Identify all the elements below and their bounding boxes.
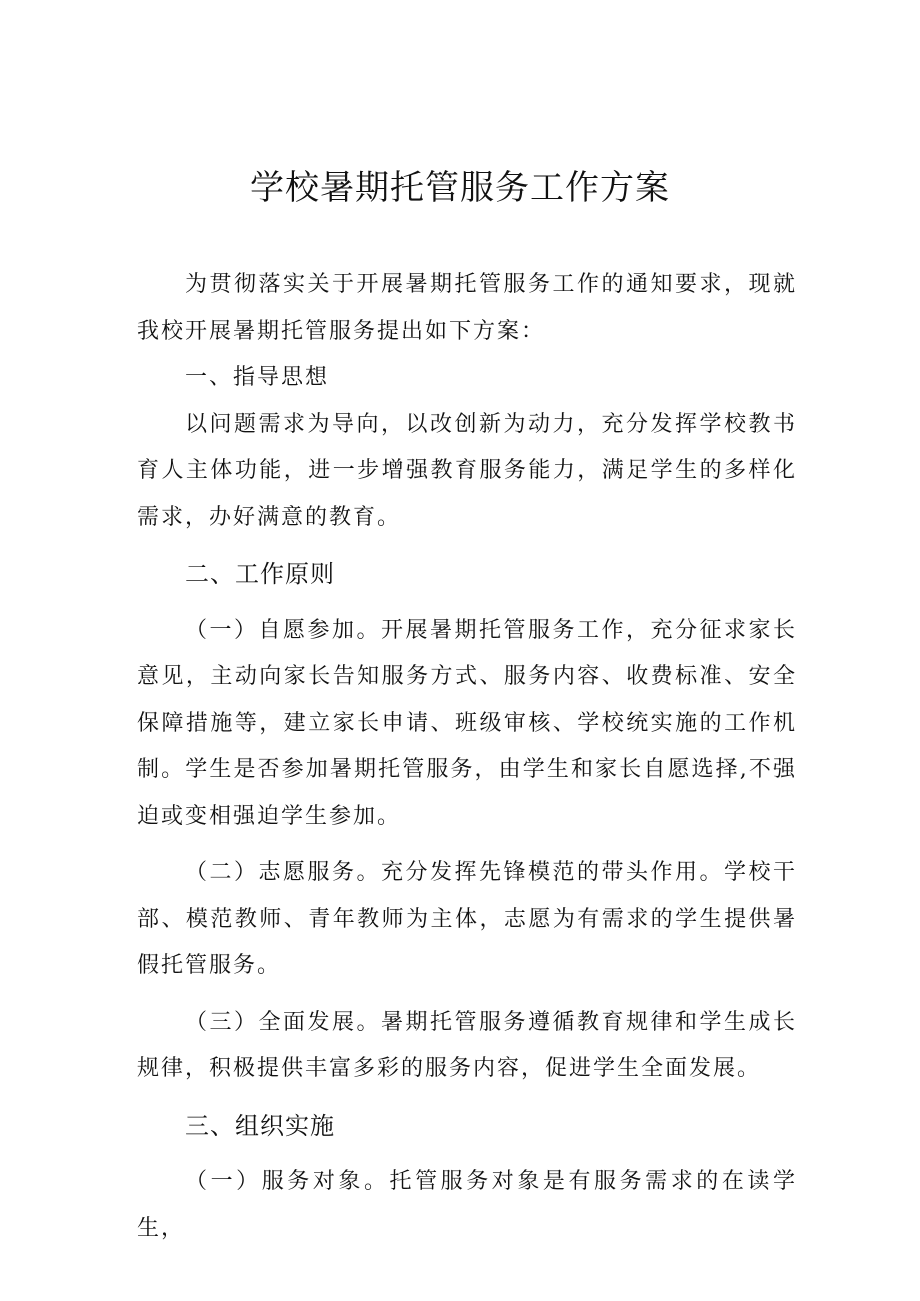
intro-paragraph: 为贯彻落实关于开展暑期托管服务工作的通知要求，现就我校开展暑期托管服务提出如下方案： xyxy=(137,272,797,344)
section3-heading: 三、组织实施 xyxy=(185,1111,335,1140)
document-body xyxy=(137,262,797,1252)
section2-item-1: （一）自愿参加。开展暑期托管服务工作，充分征求家长意见，主动向家长告知服务方式、服务内容、收费标准、安全保障措施等，建立家长申请、班级审核、学校统实施的工作机制。学生是否参加暑期托管服务，由学生和家长自愿选择,不强迫或变相强迫学生参加。 xyxy=(137,617,797,829)
section1-paragraph: 以问题需求为导向，以改创新为动力，充分发挥学校教书育人主体功能，进一步增强教育服务能力，满足学生的多样化需求，办好满意的教育。 xyxy=(137,411,797,530)
spacer xyxy=(137,1093,797,1103)
section2-heading: 二、工作原则 xyxy=(185,560,335,588)
spacer xyxy=(137,990,797,1000)
spacer xyxy=(137,840,797,850)
section1-heading: 一、指导思想 xyxy=(185,365,330,390)
section2-item-2: （二）志愿服务。充分发挥先锋模范的带头作用。学校干部、模范教师、青年教师为主体，志愿为有需求的学生提供暑假托管服务。 xyxy=(137,860,797,978)
spacer xyxy=(137,598,797,608)
section3-item-1: （一）服务对象。托管服务对象是有服务需求的在读学生， xyxy=(137,1169,797,1241)
spacer xyxy=(137,1149,797,1159)
section2-item-3: （三）全面发展。暑期托管服务遵循教育规律和学生成长规律，积极提供丰富多彩的服务内容，促进学生全面发展。 xyxy=(137,1009,797,1081)
document-title: 学校暑期托管服务工作方案 xyxy=(250,168,670,208)
spacer xyxy=(137,541,797,551)
